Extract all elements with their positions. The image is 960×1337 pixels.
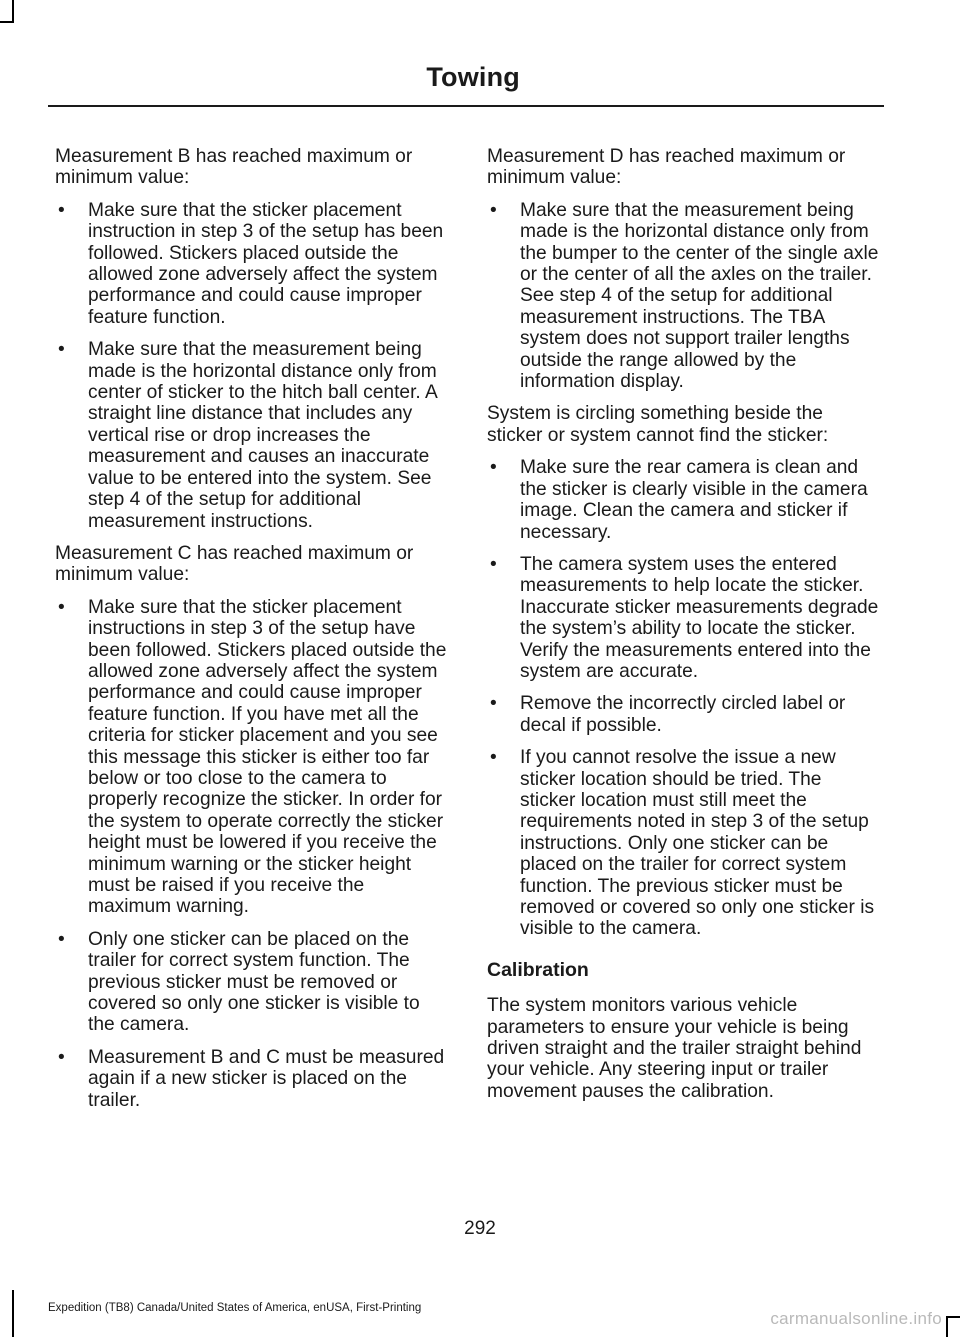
bullet-icon: • bbox=[490, 457, 497, 479]
bullet-icon: • bbox=[58, 596, 65, 618]
list-item-text: Make sure that the measurement being made is the horizontal distance only from the bumper to the center of the single axle or the center of all the axles on the trailer. See step 4 of the setup for additional measurement instructions. The TBA system does not support trailer lengths outside the range allowed by the information display. bbox=[520, 199, 879, 393]
list-item bbox=[487, 457, 881, 543]
list-item-text: Make sure the rear camera is clean and the sticker is clearly visible in the camera image. Clean the camera and sticker if necessary. bbox=[520, 457, 868, 543]
measurement-b-intro: Measurement B has reached maximum or minimum value: bbox=[55, 146, 413, 189]
left-column bbox=[55, 146, 449, 1122]
list-item bbox=[55, 1047, 449, 1111]
bullet-icon: • bbox=[58, 1046, 65, 1068]
edition-footer: Expedition (TB8) Canada/United States of America, enUSA, First-Printing bbox=[48, 1302, 422, 1314]
measurement-d-intro: Measurement D has reached maximum or minimum value: bbox=[487, 146, 846, 189]
bullet-icon: • bbox=[58, 199, 65, 221]
list-item-text: Only one sticker can be placed on the trailer for correct system function. The previous sticker must be removed or covered so only one sticker is visible to the camera. bbox=[88, 928, 420, 1036]
sticker-circling-list bbox=[487, 457, 881, 940]
bullet-icon: • bbox=[490, 199, 497, 221]
bullet-icon: • bbox=[490, 747, 497, 769]
crop-mark-bottom-right-horizontal bbox=[946, 1316, 960, 1318]
bullet-icon: • bbox=[490, 553, 497, 575]
list-item-text: Make sure that the sticker placement instructions in step 3 of the setup have been followed. Stickers placed outside the allowed zone adversely affect the system performance and could cause improper feature function. If you have met all the criteria for sticker placement and you see this message this sticker is either too far below or too close to the camera to properly recognize the sticker. In order for the system to operate correctly the sticker height must be lowered if you receive the minimum warning or the sticker height must be raised if you receive the maximum warning. bbox=[88, 596, 447, 918]
bullet-icon: • bbox=[58, 339, 65, 361]
list-item-text: If you cannot resolve the issue a new sticker location should be tried. The sticker location must still meet the requirements noted in step 3 of the setup instructions. Only one sticker can be placed on the trailer for correct system function. The previous sticker must be removed or covered so only one sticker is visible to the camera. bbox=[520, 747, 875, 940]
list-item bbox=[55, 597, 449, 918]
list-item bbox=[487, 554, 881, 682]
list-item bbox=[55, 339, 449, 532]
list-item-text: Make sure that the measurement being made is the horizontal distance only from center of sticker to the hitch ball center. A straight line distance that includes any vertical rise or drop increases the measurement and causes an inaccurate value to be entered into the system. See step 4 of the setup for additional measurement instructions. bbox=[88, 339, 437, 532]
crop-mark-top-left-vertical bbox=[12, 0, 14, 22]
measurement-d-list bbox=[487, 200, 881, 393]
bullet-icon: • bbox=[490, 693, 497, 715]
list-item-text: The camera system uses the entered measurements to help locate the sticker. Inaccurate sticker measurements degrade the system’s ability to locate the sticker. Verify the measurements entered into the system are accurate. bbox=[520, 553, 879, 682]
measurement-c-list bbox=[55, 597, 449, 1111]
right-column bbox=[487, 146, 881, 1113]
crop-mark-bottom-right-vertical bbox=[946, 1316, 948, 1337]
list-item-text: Remove the incorrectly circled label or decal if possible. bbox=[520, 693, 846, 736]
page-title: Towing bbox=[426, 62, 520, 92]
list-item bbox=[487, 747, 881, 940]
bullet-icon: • bbox=[58, 928, 65, 950]
crop-mark-bottom-left-vertical bbox=[12, 1290, 14, 1337]
page-number: 292 bbox=[464, 1218, 496, 1239]
list-item bbox=[55, 929, 449, 1036]
calibration-paragraph: The system monitors various vehicle parameters to ensure your vehicle is being driven straight and the trailer straight behind your vehicle. Any steering input or trailer movement pauses the calibration. bbox=[487, 995, 862, 1102]
sticker-circling-intro: System is circling something beside the sticker or system cannot find the sticker: bbox=[487, 403, 829, 446]
calibration-heading: Calibration bbox=[487, 958, 589, 981]
measurement-b-list bbox=[55, 200, 449, 532]
list-item-text: Make sure that the sticker placement instruction in step 3 of the setup has been followed. Stickers placed outside the allowed zone adversely affect the system performance and could cause improper feature function. bbox=[88, 199, 444, 328]
crop-mark-top-left-horizontal bbox=[0, 21, 14, 23]
list-item bbox=[487, 693, 881, 736]
list-item bbox=[55, 200, 449, 328]
measurement-c-intro: Measurement C has reached maximum or minimum value: bbox=[55, 542, 414, 586]
list-item-text: Measurement B and C must be measured again if a new sticker is placed on the trailer. bbox=[88, 1046, 445, 1111]
list-item bbox=[487, 200, 881, 393]
watermark: carmanualsonline.info bbox=[770, 1309, 942, 1328]
header-divider bbox=[48, 105, 884, 107]
